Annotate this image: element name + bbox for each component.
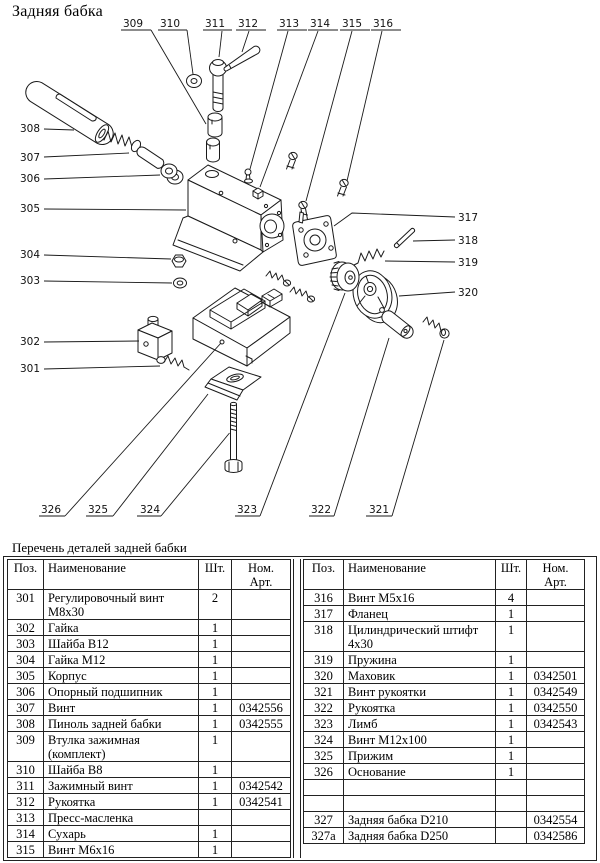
cell-qty: 1 (496, 764, 527, 780)
cell-pos: 326 (304, 764, 344, 780)
cell-name: Опорный подшипник (44, 684, 199, 700)
cell-pos: 323 (304, 716, 344, 732)
table-row (8, 716, 291, 732)
part-pin-318 (394, 228, 414, 247)
cell-pos: 302 (8, 620, 44, 636)
table-row (304, 796, 585, 812)
part-clamp-325 (205, 367, 261, 400)
leader-line-305 (44, 209, 186, 210)
cell-art (527, 796, 585, 812)
table-row (304, 684, 585, 700)
callout-label-317: 317 (458, 212, 479, 224)
cell-qty (496, 812, 527, 828)
part-dial-323 (330, 262, 359, 292)
cell-qty (496, 796, 527, 812)
part-screw-324 (225, 402, 242, 472)
part-clamp-screw-311 (210, 60, 227, 112)
table-row (304, 652, 585, 668)
callout-label-303: 303 (19, 275, 40, 287)
cell-name: Гайка М12 (44, 652, 199, 668)
part-flange-317 (293, 216, 337, 266)
cell-art: 0342542 (232, 778, 291, 794)
part-body-305 (173, 165, 284, 271)
cell-pos: 314 (8, 826, 44, 842)
cell-pos: 315 (8, 842, 44, 858)
table-row (8, 842, 291, 858)
table-header-row (8, 560, 291, 590)
leader-line-322 (334, 338, 389, 516)
col-header-art: Ном. Арт. (232, 560, 291, 590)
part-screw-321 (423, 317, 449, 338)
col-header-qty: Шт. (199, 560, 232, 590)
leader-line-307 (44, 153, 129, 157)
cell-name: Сухарь (44, 826, 199, 842)
cell-art (527, 764, 585, 780)
cell-art: 0342549 (527, 684, 585, 700)
cell-art: 0342554 (527, 812, 585, 828)
cell-art (232, 732, 291, 762)
cell-qty: 1 (199, 762, 232, 778)
callout-label-301: 301 (19, 363, 40, 375)
cell-art: 0342501 (527, 668, 585, 684)
callout-labels-layer (20, 18, 478, 516)
cell-name: Винт (44, 700, 199, 716)
callout-label-324: 324 (139, 504, 161, 516)
cell-art (232, 842, 291, 858)
cell-art (527, 622, 585, 652)
cell-art (527, 732, 585, 748)
cell-pos: 325 (304, 748, 344, 764)
col-header-name: Наименование (44, 560, 199, 590)
cell-qty: 1 (496, 716, 527, 732)
cell-qty: 1 (199, 700, 232, 716)
cell-name: Задняя бабка D250 (344, 828, 496, 844)
cell-art (232, 636, 291, 652)
cell-pos: 312 (8, 794, 44, 810)
part-oiler-313 (245, 169, 253, 183)
part-base-326 (193, 288, 290, 366)
parts-drawing-layer (26, 46, 449, 472)
cell-name: Корпус (44, 668, 199, 684)
cell-qty: 1 (496, 684, 527, 700)
callout-label-307: 307 (19, 152, 40, 164)
cell-pos: 301 (8, 590, 44, 620)
table-row (8, 826, 291, 842)
cell-qty: 1 (199, 684, 232, 700)
table-row (8, 668, 291, 684)
table-row (8, 794, 291, 810)
table-row (8, 732, 291, 762)
cell-qty: 1 (199, 636, 232, 652)
cell-qty: 1 (199, 732, 232, 762)
callout-label-318: 318 (458, 235, 479, 247)
part-nut-304 (172, 255, 186, 267)
table-row (304, 700, 585, 716)
table-row (304, 764, 585, 780)
cell-qty: 1 (199, 826, 232, 842)
cell-name: Пресс-масленка (44, 810, 199, 826)
cell-name: Зажимный винт (44, 778, 199, 794)
parts-table-left (7, 559, 291, 858)
cell-name: Втулка зажимная (комплект) (44, 732, 199, 762)
cell-art: 0342586 (527, 828, 585, 844)
table-header-row (304, 560, 585, 590)
cell-qty: 1 (199, 668, 232, 684)
cell-name (344, 796, 496, 812)
cell-qty (496, 780, 527, 796)
table-row (304, 668, 585, 684)
leader-line-302 (44, 341, 139, 342)
part-block-302 (138, 316, 172, 360)
part-spring-319 (354, 249, 384, 265)
cell-art (232, 652, 291, 668)
cell-qty: 4 (496, 590, 527, 606)
cell-name: Шайба В12 (44, 636, 199, 652)
callout-label-304: 304 (19, 249, 40, 261)
cell-qty: 1 (199, 652, 232, 668)
callout-label-314: 314 (309, 18, 331, 30)
leader-line-316 (347, 31, 382, 181)
cell-pos: 306 (8, 684, 44, 700)
cell-qty (496, 828, 527, 844)
table-row (8, 620, 291, 636)
cell-pos: 309 (8, 732, 44, 762)
leader-line-321 (392, 340, 444, 516)
table-row (304, 622, 585, 652)
cell-name: Пружина (344, 652, 496, 668)
cell-qty: 1 (199, 778, 232, 794)
cell-art (232, 810, 291, 826)
cell-name: Гайка (44, 620, 199, 636)
parts-table-right (303, 559, 585, 844)
cell-pos: 321 (304, 684, 344, 700)
leader-line-312 (242, 31, 249, 52)
table-row (304, 780, 585, 796)
table-row (304, 716, 585, 732)
cell-qty: 1 (496, 622, 527, 652)
cell-name: Пиноль задней бабки (44, 716, 199, 732)
table-row (8, 652, 291, 668)
callout-label-311: 311 (204, 18, 226, 30)
cell-art (527, 780, 585, 796)
cell-name: Винт М5х16 (344, 590, 496, 606)
callout-label-305: 305 (19, 203, 40, 215)
col-header-pos: Поз. (8, 560, 44, 590)
leader-line-311 (219, 31, 222, 57)
cell-pos: 322 (304, 700, 344, 716)
table-row (304, 732, 585, 748)
callout-label-310: 310 (159, 18, 181, 30)
leader-line-317 (334, 213, 455, 226)
table-row (8, 700, 291, 716)
cell-pos: 327 (304, 812, 344, 828)
cell-art: 0342541 (232, 794, 291, 810)
cell-art (527, 590, 585, 606)
part-grip-322 (382, 311, 413, 338)
table-row (304, 828, 585, 844)
part-bushing-set-309 (207, 113, 223, 162)
cell-pos: 303 (8, 636, 44, 652)
col-header-qty: Шт. (496, 560, 527, 590)
cell-art (232, 762, 291, 778)
leader-line-325 (113, 394, 208, 516)
leader-line-306 (44, 175, 160, 179)
cell-pos: 313 (8, 810, 44, 826)
leader-line-318 (413, 240, 455, 241)
table-row (8, 762, 291, 778)
callout-label-312: 312 (237, 18, 259, 30)
cell-name: Прижим (344, 748, 496, 764)
table-row (304, 590, 585, 606)
cell-qty: 1 (496, 668, 527, 684)
cell-art: 0342556 (232, 700, 291, 716)
part-washer-303 (174, 278, 187, 288)
leader-line-319 (385, 261, 455, 262)
callout-label-321: 321 (368, 504, 390, 516)
table-row (8, 810, 291, 826)
callout-label-309: 309 (122, 18, 144, 30)
cell-pos (304, 780, 344, 796)
callout-label-313: 313 (278, 18, 300, 30)
cell-art (232, 826, 291, 842)
leader-line-315 (306, 31, 352, 201)
cell-name: Винт М6х16 (44, 842, 199, 858)
table-row (8, 778, 291, 794)
cell-name (344, 780, 496, 796)
table-row (8, 636, 291, 652)
cell-art (232, 668, 291, 684)
cell-qty: 1 (199, 794, 232, 810)
cell-pos: 308 (8, 716, 44, 732)
cell-name: Рукоятка (44, 794, 199, 810)
col-header-pos: Поз. (304, 560, 344, 590)
part-screw-307 (104, 131, 164, 168)
cell-name: Фланец (344, 606, 496, 622)
cell-name: Винт М12х100 (344, 732, 496, 748)
leader-line-310 (187, 30, 193, 74)
callout-label-325: 325 (87, 504, 109, 516)
cell-art: 0342543 (527, 716, 585, 732)
cell-qty (199, 810, 232, 826)
cell-pos: 316 (304, 590, 344, 606)
cell-name: Лимб (344, 716, 496, 732)
cell-art: 0342555 (232, 716, 291, 732)
leader-line-324 (161, 433, 230, 516)
cell-art (527, 748, 585, 764)
cell-pos (304, 796, 344, 812)
table-row (8, 590, 291, 620)
leader-lines-layer (39, 30, 455, 516)
cell-qty: 1 (496, 606, 527, 622)
cell-art: 0342550 (527, 700, 585, 716)
cell-qty: 1 (496, 652, 527, 668)
cell-pos: 320 (304, 668, 344, 684)
part-washer-310 (187, 75, 202, 88)
cell-name: Задняя бабка D210 (344, 812, 496, 828)
cell-pos: 319 (304, 652, 344, 668)
leader-line-304 (44, 255, 171, 259)
cell-qty: 1 (199, 620, 232, 636)
callout-label-320: 320 (458, 287, 479, 299)
part-pin-314 (253, 188, 263, 199)
cell-pos: 324 (304, 732, 344, 748)
cell-name: Цилиндрический штифт 4х30 (344, 622, 496, 652)
callout-label-322: 322 (310, 504, 332, 516)
part-bearing-306 (161, 164, 183, 184)
table-row (8, 684, 291, 700)
cell-qty: 1 (199, 716, 232, 732)
table-divider (293, 559, 301, 858)
leader-line-308 (44, 129, 74, 130)
cell-qty: 1 (496, 700, 527, 716)
cell-name: Маховик (344, 668, 496, 684)
page-title: Задняя бабка (12, 3, 103, 20)
parts-tables-frame (3, 556, 597, 861)
leader-line-303 (44, 281, 172, 283)
table-row (304, 812, 585, 828)
callout-label-326: 326 (40, 504, 62, 516)
leader-line-301 (44, 366, 160, 369)
part-quill-308 (26, 81, 113, 144)
cell-pos: 327a (304, 828, 344, 844)
callout-label-306: 306 (19, 173, 40, 185)
cell-qty: 2 (199, 590, 232, 620)
cell-qty: 1 (496, 732, 527, 748)
parts-table-caption: Перечень деталей задней бабки (12, 540, 187, 555)
cell-pos: 307 (8, 700, 44, 716)
col-header-art: Ном. Арт. (527, 560, 585, 590)
callout-label-315: 315 (341, 18, 363, 30)
cell-pos: 304 (8, 652, 44, 668)
table-row (304, 606, 585, 622)
cell-name: Шайба В8 (44, 762, 199, 778)
cell-qty: 1 (199, 842, 232, 858)
cell-pos: 318 (304, 622, 344, 652)
part-screw-301 (157, 356, 189, 370)
col-header-name: Наименование (344, 560, 496, 590)
cell-name: Основание (344, 764, 496, 780)
part-handle-312 (224, 46, 260, 71)
callout-label-319: 319 (458, 257, 479, 269)
cell-art (527, 606, 585, 622)
cell-art (232, 684, 291, 700)
leader-line-326 (65, 343, 221, 516)
leader-line-320 (399, 292, 455, 296)
callout-label-323: 323 (236, 504, 258, 516)
table-row (304, 748, 585, 764)
cell-name: Рукоятка (344, 700, 496, 716)
callout-label-308: 308 (19, 123, 40, 135)
cell-qty: 1 (496, 748, 527, 764)
cell-art (232, 620, 291, 636)
cell-pos: 310 (8, 762, 44, 778)
cell-pos: 305 (8, 668, 44, 684)
callout-label-302: 302 (19, 336, 40, 348)
callout-label-316: 316 (372, 18, 394, 30)
cell-name: Регулировочный винт М8х30 (44, 590, 199, 620)
cell-pos: 311 (8, 778, 44, 794)
cell-pos: 317 (304, 606, 344, 622)
cell-name: Винт рукоятки (344, 684, 496, 700)
cell-art (232, 590, 291, 620)
cell-art (527, 652, 585, 668)
